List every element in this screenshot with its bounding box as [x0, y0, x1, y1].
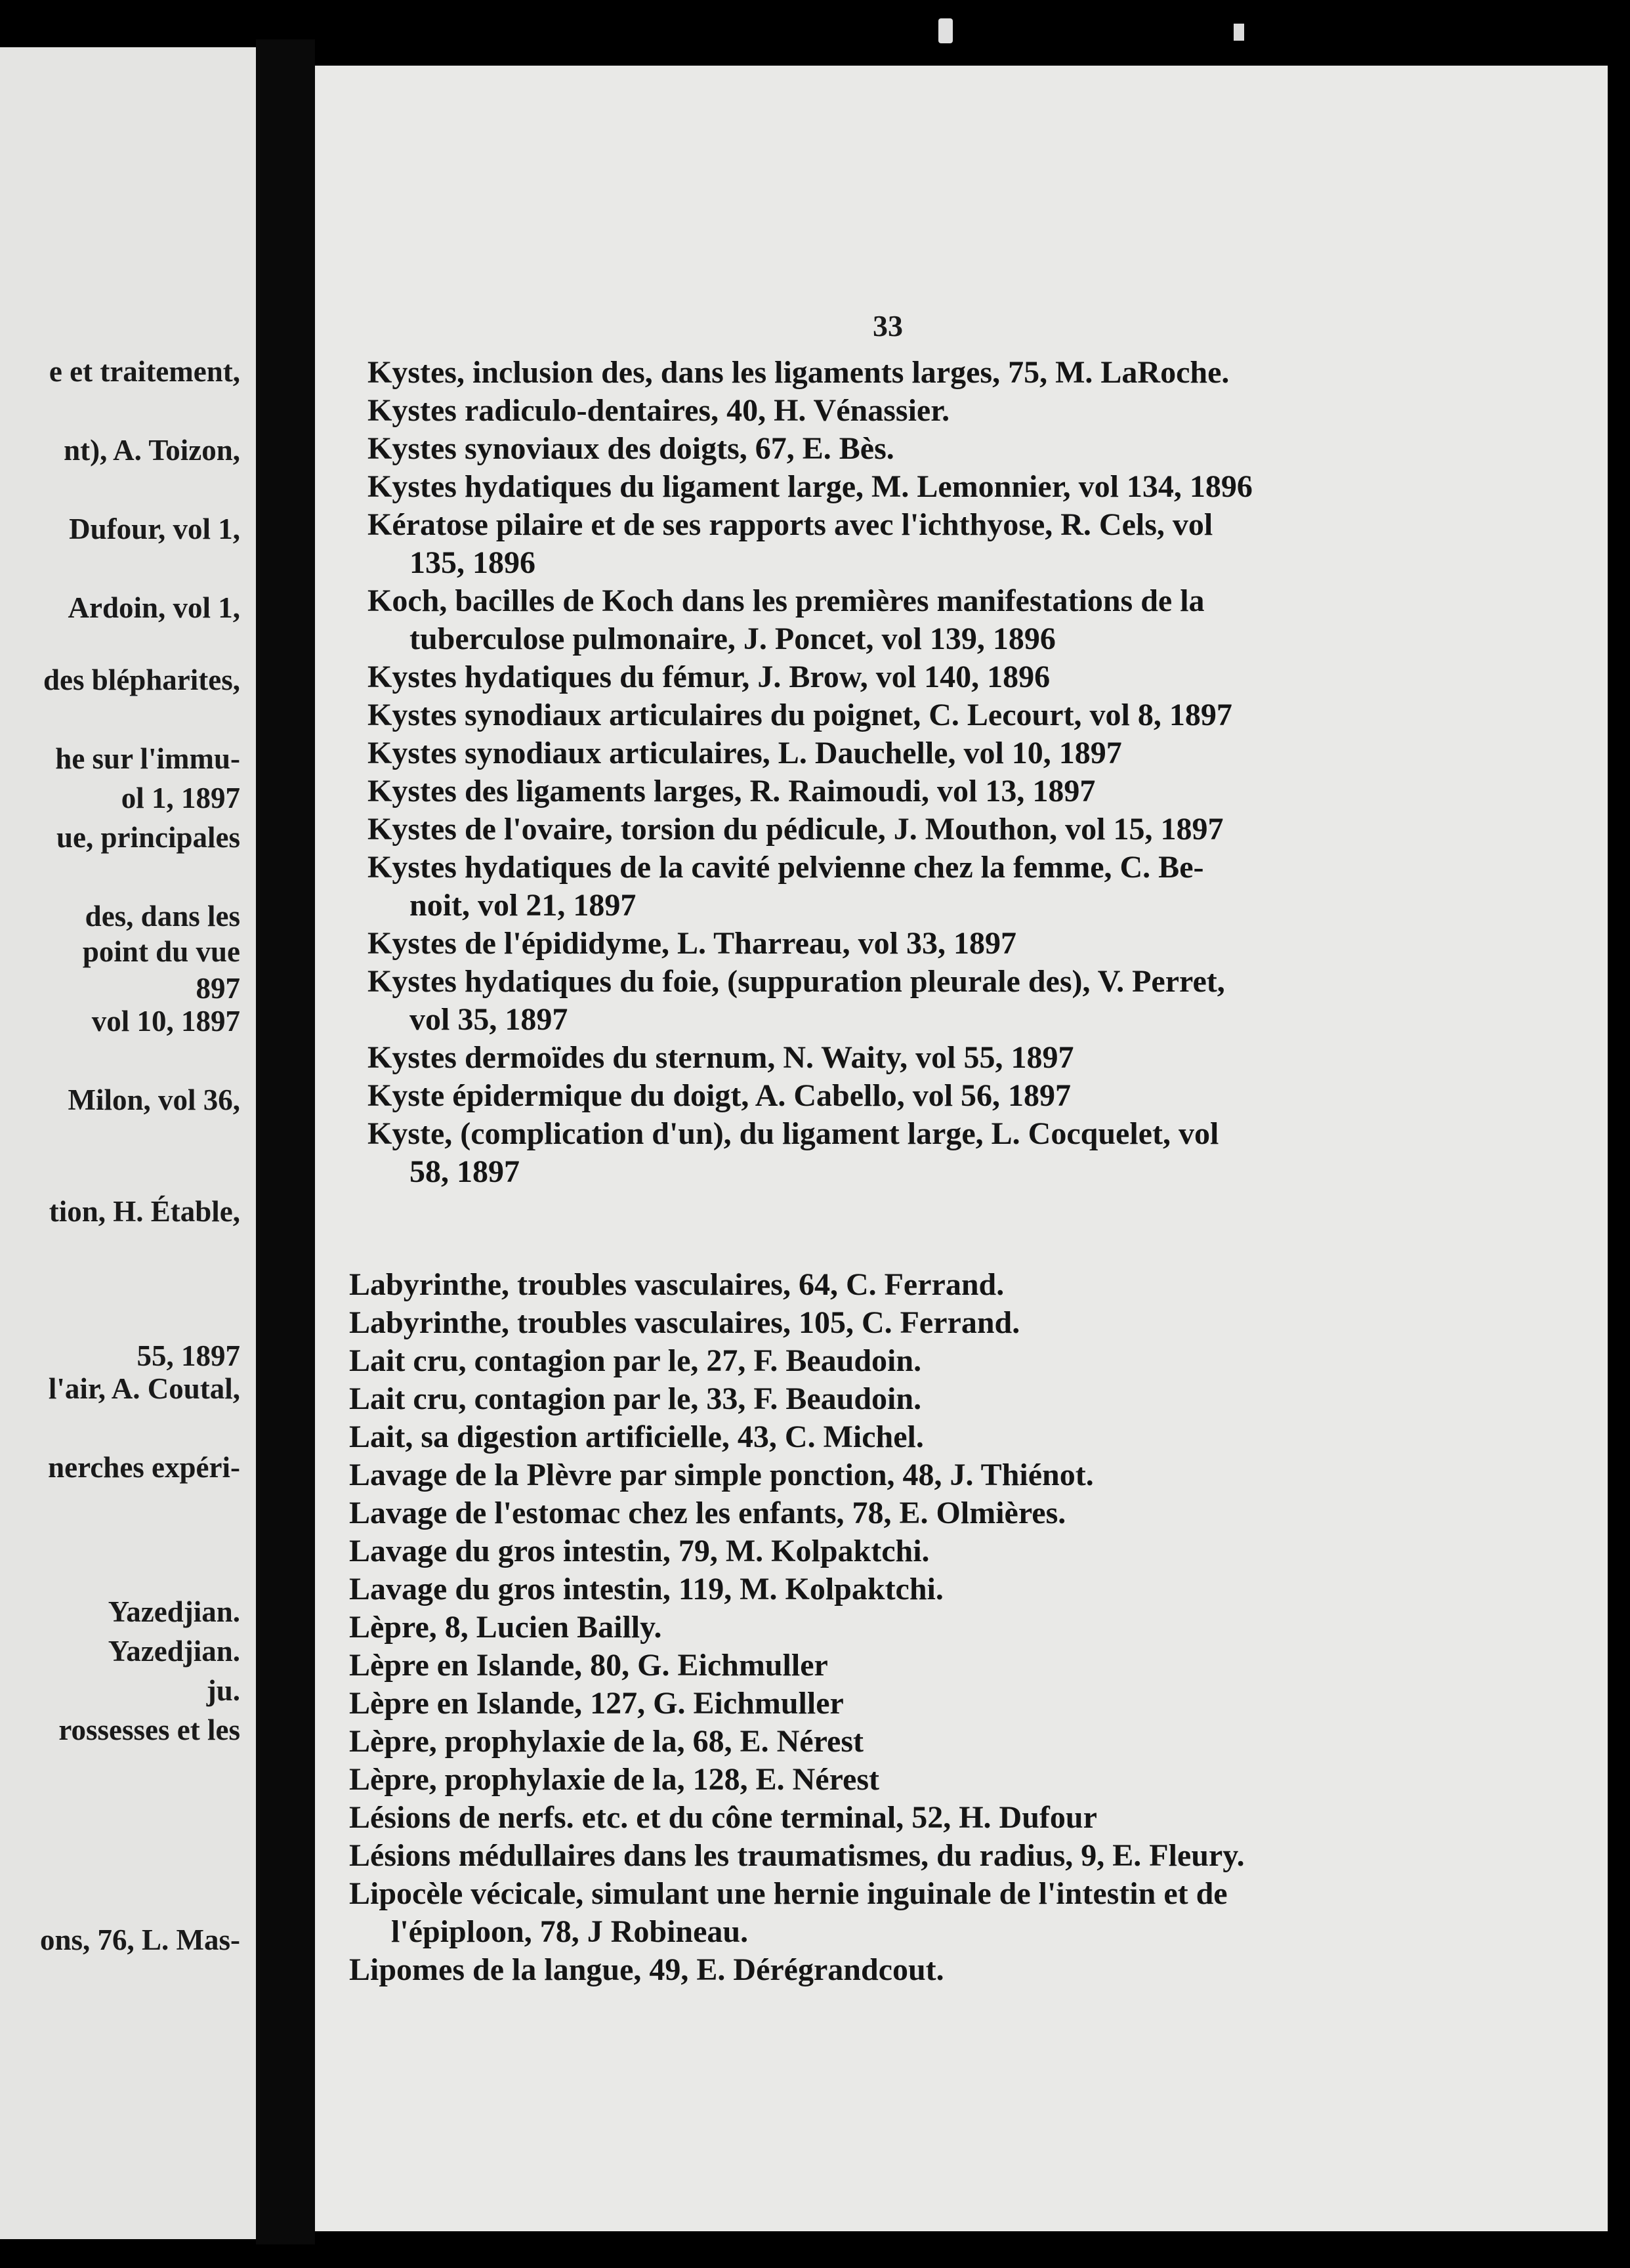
left-fragment: he sur l'immu- [55, 742, 240, 775]
index-entry: Kyste épidermique du doigt, A. Cabello, vol 56, 1897 [367, 1078, 1072, 1113]
index-entry: Lait cru, contagion par le, 27, F. Beaudoin. [349, 1343, 922, 1378]
facing-page-fragment [0, 47, 256, 2239]
left-fragment: Ardoin, vol 1, [68, 591, 240, 624]
left-fragment: 55, 1897 [136, 1339, 240, 1372]
index-entry: Lèpre, prophylaxie de la, 68, E. Nérest [349, 1724, 864, 1759]
scan-speck [938, 18, 953, 43]
left-fragment: l'air, A. Coutal, [48, 1372, 240, 1405]
left-fragment: ue, principales [56, 821, 240, 854]
index-entry: Lavage de l'estomac chez les enfants, 78, E. Olmières. [349, 1496, 1066, 1530]
scan-speck [1234, 24, 1244, 41]
index-entry-continuation: 135, 1896 [409, 545, 535, 580]
index-entry: Kystes synoviaux des doigts, 67, E. Bès. [367, 431, 894, 466]
index-entry: Kystes synodiaux articulaires, L. Dauchelle, vol 10, 1897 [367, 736, 1122, 770]
left-fragment: ons, 76, L. Mas- [39, 1923, 240, 1956]
left-fragment: des blépharites, [43, 663, 240, 696]
left-fragment: Yazedjian. [108, 1595, 240, 1628]
left-fragment: point du vue [82, 935, 240, 968]
index-page [315, 66, 1608, 2231]
left-fragment: e et traitement, [49, 355, 240, 388]
index-entry-continuation: vol 35, 1897 [409, 1002, 568, 1037]
index-entry: Labyrinthe, troubles vasculaires, 105, C. Ferrand. [349, 1305, 1020, 1340]
index-entry: Lait cru, contagion par le, 33, F. Beaudoin. [349, 1381, 922, 1416]
index-entry: Kystes dermoïdes du sternum, N. Waity, vol 55, 1897 [367, 1040, 1074, 1075]
index-entry: Lavage de la Plèvre par simple ponction, 48, J. Thiénot. [349, 1458, 1094, 1492]
left-fragment: 897 [196, 972, 240, 1005]
index-entry: Kystes de l'ovaire, torsion du pédicule, J. Mouthon, vol 15, 1897 [367, 812, 1224, 847]
left-fragment: ju. [206, 1674, 240, 1707]
index-entry: Kystes hydatiques du ligament large, M. Lemonnier, vol 134, 1896 [367, 469, 1253, 504]
index-entry: Lésions médullaires dans les traumatismes, du radius, 9, E. Fleury. [349, 1838, 1245, 1873]
index-entry: Lipocèle vécicale, simulant une hernie inguinale de l'intestin et de [349, 1876, 1228, 1911]
index-entry: Lèpre en Islande, 80, G. Eichmuller [349, 1648, 828, 1683]
index-entry: Kystes hydatiques de la cavité pelvienne chez la femme, C. Be- [367, 850, 1204, 885]
index-entry: Kystes de l'épididyme, L. Tharreau, vol 33, 1897 [367, 926, 1016, 961]
left-fragment: Dufour, vol 1, [69, 513, 240, 545]
left-fragment: vol 10, 1897 [91, 1005, 240, 1038]
index-entry: Labyrinthe, troubles vasculaires, 64, C. Ferrand. [349, 1267, 1005, 1302]
index-entry: Lait, sa digestion artificielle, 43, C. Michel. [349, 1419, 924, 1454]
left-fragment: Milon, vol 36, [68, 1083, 240, 1116]
index-entry-continuation: 58, 1897 [409, 1154, 520, 1189]
index-entry: Lèpre en Islande, 127, G. Eichmuller [349, 1686, 844, 1721]
left-fragment: nt), A. Toizon, [64, 434, 240, 467]
index-entry: Lésions de nerfs. etc. et du cône terminal, 52, H. Dufour [349, 1800, 1097, 1835]
index-entry: Kystes hydatiques du foie, (suppuration pleurale des), V. Perret, [367, 964, 1225, 999]
index-entry: Kystes hydatiques du fémur, J. Brow, vol 140, 1896 [367, 660, 1051, 694]
index-entry: Kystes, inclusion des, dans les ligaments larges, 75, M. LaRoche. [367, 355, 1230, 390]
index-entry-continuation: noit, vol 21, 1897 [409, 888, 637, 923]
page-gutter [256, 39, 315, 2244]
index-entry-continuation: l'épiploon, 78, J Robineau. [391, 1914, 749, 1949]
index-entry: Kystes radiculo-dentaires, 40, H. Vénassier. [367, 393, 950, 428]
left-fragment: tion, H. Étable, [49, 1195, 240, 1228]
index-entry-continuation: tuberculose pulmonaire, J. Poncet, vol 139, 1896 [409, 621, 1056, 656]
left-fragment: ol 1, 1897 [121, 782, 240, 814]
left-fragment: Yazedjian. [108, 1635, 240, 1668]
index-entry: Koch, bacilles de Koch dans les premières manifestations de la [367, 583, 1205, 618]
left-fragment: nerches expéri- [48, 1451, 240, 1484]
index-entry: Kystes des ligaments larges, R. Raimoudi, vol 13, 1897 [367, 774, 1096, 808]
index-entry: Lavage du gros intestin, 119, M. Kolpaktchi. [349, 1572, 944, 1606]
index-entry: Kystes synodiaux articulaires du poignet, C. Lecourt, vol 8, 1897 [367, 698, 1232, 732]
index-entry: Lipomes de la langue, 49, E. Dérégrandcout. [349, 1952, 944, 1987]
index-entry: Lavage du gros intestin, 79, M. Kolpaktchi. [349, 1534, 930, 1568]
index-entry: Kératose pilaire et de ses rapports avec l'ichthyose, R. Cels, vol [367, 507, 1213, 542]
left-fragment: des, dans les [85, 900, 240, 933]
index-entry: Kyste, (complication d'un), du ligament large, L. Cocquelet, vol [367, 1116, 1219, 1151]
left-fragment: rossesses et les [58, 1713, 240, 1746]
index-entry: Lèpre, prophylaxie de la, 128, E. Nérest [349, 1762, 879, 1797]
index-entry: Lèpre, 8, Lucien Bailly. [349, 1610, 662, 1645]
page-number: 33 [873, 309, 903, 343]
